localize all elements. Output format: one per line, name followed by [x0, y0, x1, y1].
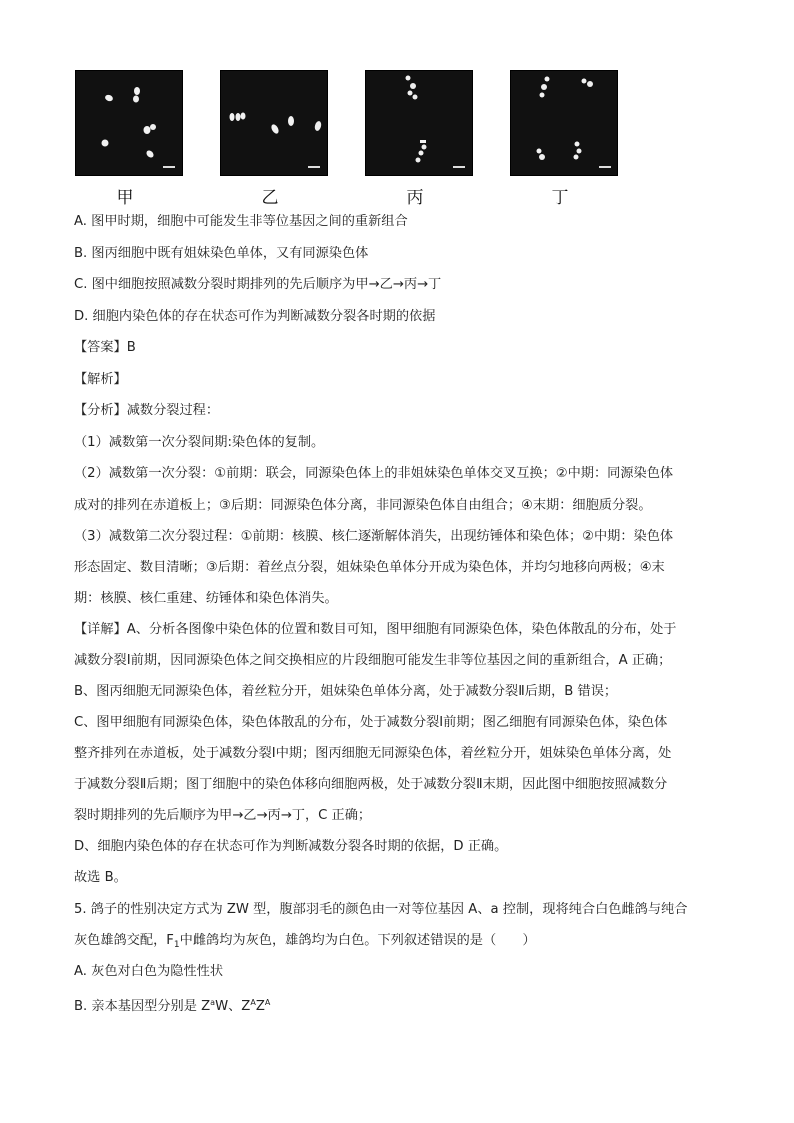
- panel-label-yi: 乙: [261, 188, 279, 208]
- micrograph-jia: [75, 70, 183, 176]
- analysis-line: C、图甲细胞有同源染色体，染色体散乱的分布，处于减数分裂Ⅰ前期；图乙细胞有同源染色体，染色体: [74, 715, 668, 730]
- option-c: C. 图中细胞按照减数分裂时期排列的先后顺序为甲→乙→丙→丁: [74, 277, 442, 292]
- option-a: A. 图甲时期，细胞中可能发生非等位基因之间的重新组合: [74, 214, 408, 229]
- option-d: D. 细胞内染色体的存在状态可作为判断减数分裂各时期的依据: [74, 309, 436, 324]
- panel-label-jia: 甲: [116, 188, 134, 208]
- micrograph-bing: [365, 70, 473, 176]
- analysis-line: 整齐排列在赤道板，处于减数分裂Ⅰ中期；图丙细胞无同源染色体，着丝粒分开，姐妹染色单体分离，处: [74, 746, 672, 761]
- panel-label-ding: 丁: [551, 188, 569, 208]
- analysis-line: D、细胞内染色体的存在状态可作为判断减数分裂各时期的依据，D 正确。: [74, 839, 508, 854]
- answer-label: 【答案】B: [74, 340, 136, 355]
- analysis-line: 形态固定、数目清晰；③后期：着丝点分裂，姐妹染色单体分开成为染色体，并均匀地移向两极；④末: [74, 560, 665, 575]
- analysis-line: 【详解】A、分析各图像中染色体的位置和数目可知，图甲细胞有同源染色体，染色体散乱的分布，处于: [74, 622, 677, 637]
- analysis-line: （1）减数第一次分裂间期:染色体的复制。: [74, 435, 325, 450]
- panel-label-bing: 丙: [406, 188, 424, 208]
- question5-option-a: A. 灰色对白色为隐性性状: [74, 964, 224, 979]
- analysis-line: 【分析】减数分裂过程：: [74, 403, 220, 418]
- question5-option-b: B. 亲本基因型分别是 $Z^aW$、$Z^AZ^A$: [74, 998, 271, 1014]
- analysis-line: 故选 B。: [74, 870, 127, 885]
- micrograph-yi: [220, 70, 328, 176]
- micrograph-ding: [510, 70, 618, 176]
- analysis-line: 期：核膜、核仁重建、纺锤体和染色体消失。: [74, 591, 338, 606]
- option-b: B. 图丙细胞中既有姐妹染色单体，又有同源染色体: [74, 246, 369, 261]
- analysis-line: B、图丙细胞无同源染色体，着丝粒分开，姐妹染色单体分离，处于减数分裂Ⅱ后期，B 错误；: [74, 684, 618, 699]
- analysis-label: 【解析】: [74, 372, 127, 387]
- analysis-line: （2）减数第一次分裂：①前期：联会，同源染色体上的非姐妹染色单体交叉互换；②中期：同源染色体: [74, 466, 674, 481]
- analysis-line: （3）减数第二次分裂过程：①前期：核膜、核仁逐渐解体消失，出现纺锤体和染色体；②中期：染色体: [74, 529, 674, 544]
- analysis-line: 裂时期排列的先后顺序为甲→乙→丙→丁，C 正确；: [74, 808, 372, 823]
- analysis-line: 减数分裂Ⅰ前期，因同源染色体之间交换相应的片段细胞可能发生非等位基因之间的重新组合，A 正确；: [74, 653, 672, 668]
- question5-stem-line2: 灰色雄鸽交配，$F_1$中雌鸽均为灰色，雄鸽均为白色。下列叙述错误的是（ ）: [74, 933, 536, 950]
- analysis-line: 于减数分裂Ⅱ后期；图丁细胞中的染色体移向细胞两极，处于减数分裂Ⅱ末期，因此图中细胞按照减数分: [74, 777, 668, 792]
- analysis-line: 成对的排列在赤道板上；③后期：同源染色体分离，非同源染色体自由组合；④末期：细胞质分裂。: [74, 498, 652, 513]
- question5-stem-line1: 5. 鸽子的性别决定方式为 ZW 型，腹部羽毛的颜色由一对等位基因 A、a 控制，现将纯合白色雌鸽与纯合: [74, 902, 688, 917]
- chromosome-figure: [0, 0, 794, 215]
